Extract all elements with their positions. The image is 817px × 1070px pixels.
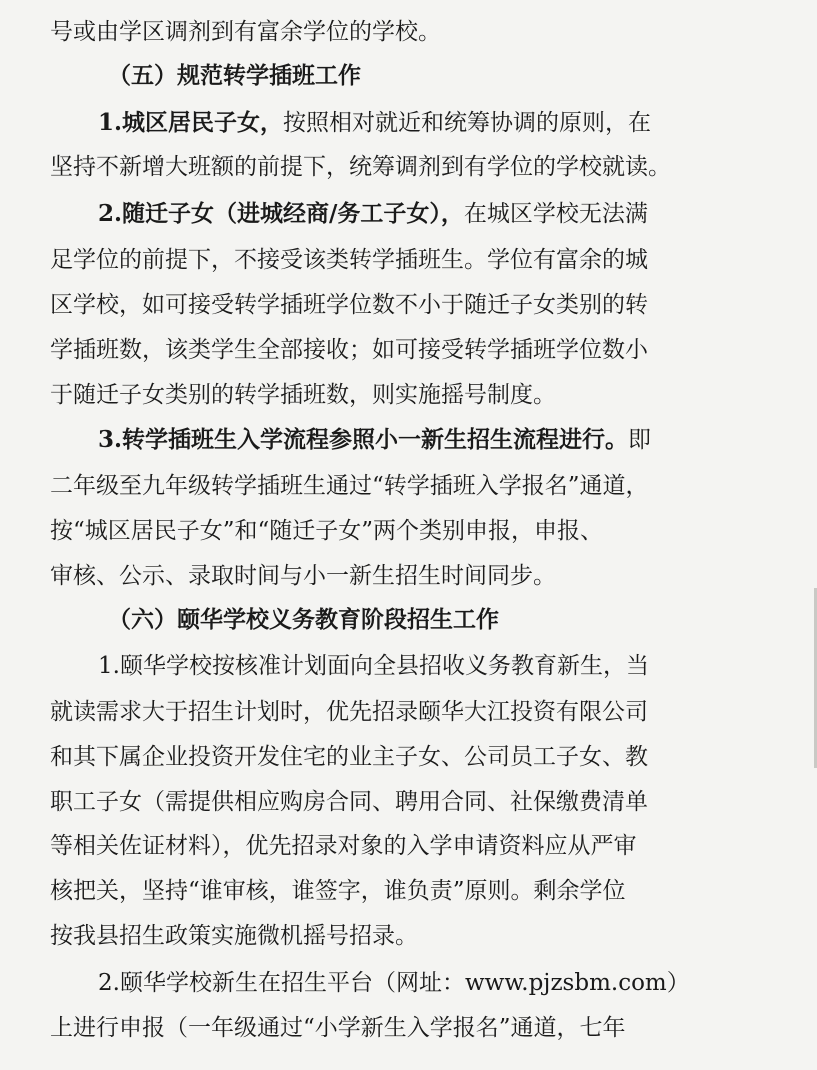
line-text: 按照相对就近和统筹协调的原则，在 (283, 110, 652, 136)
line-text: 于随迁子女类别的转学插班数，则实施摇号制度。 (50, 382, 556, 408)
line-text: 坚持不新增大班额的前提下，统筹调剂到有学位的学校就读。 (50, 154, 671, 180)
item-lead: 1.城区居民子女， (98, 109, 284, 136)
line-text: 等相关佐证材料），优先招录对象的入学申请资料应从严审 (50, 833, 637, 859)
paragraph-line-10 (98, 420, 651, 460)
heading-text: （六）颐华学校义务教育阶段招生工作 (108, 606, 499, 633)
paragraph-line-8 (50, 330, 648, 370)
line-text: 号或由学区调剂到有富余学位的学校。 (50, 19, 441, 45)
paragraph-line-13 (50, 556, 556, 596)
paragraph-line-21 (50, 916, 418, 956)
paragraph-line-4 (50, 147, 671, 187)
paragraph-line-19 (50, 826, 637, 866)
line-text: 就读需求大于招生计划时，优先招录颐华大江投资有限公司 (50, 699, 648, 725)
paragraph-line-7 (50, 285, 648, 325)
line-text: 足学位的前提下，不接受该类转学插班生。学位有富余的城 (50, 247, 648, 273)
paragraph-line-9 (50, 375, 556, 415)
line-text: 核把关，坚持“谁审核，谁签字，谁负责”原则。剩余学位 (50, 878, 626, 904)
line-text: 审核、公示、录取时间与小一新生招生时间同步。 (50, 563, 556, 589)
line-text: 二年级至九年级转学插班生通过“转学插班入学报名”通道， (50, 473, 649, 499)
line-text: 区学校，如可接受转学插班学位数不小于随迁子女类别的转 (50, 292, 648, 318)
paragraph-line-11 (50, 466, 649, 506)
paragraph-line-16 (50, 692, 648, 732)
line-text: 职工子女（需提供相应购房合同、聘用合同、社保缴费清单 (50, 789, 648, 815)
paragraph-line-1 (50, 12, 441, 52)
line-text: 按“城区居民子女”和“随迁子女”两个类别申报，申报、 (50, 518, 604, 544)
paragraph-line-23 (50, 1008, 626, 1048)
line-text: 和其下属企业投资开发住宅的业主子女、公司员工子女、教 (50, 744, 648, 770)
line-text: 1.颐华学校按核准计划面向全县招收义务教育新生，当 (98, 653, 649, 679)
heading-text: （五）规范转学插班工作 (108, 62, 361, 89)
paragraph-line-3 (98, 103, 651, 143)
paragraph-line-5 (98, 194, 648, 234)
paragraph-line-20 (50, 871, 626, 911)
line-text: 2.颐华学校新生在招生平台（网址：www.pjzsbm.com） (98, 970, 690, 996)
paragraph-line-18 (50, 782, 648, 822)
line-text: 按我县招生政策实施微机摇号招录。 (50, 923, 418, 949)
line-text: 即 (628, 427, 652, 453)
paragraph-line-12 (50, 511, 603, 551)
line-text: 学插班数，该类学生全部接收；如可接受转学插班学位数小 (50, 337, 648, 363)
paragraph-line-22 (98, 963, 690, 1003)
item-lead: 2.随迁子女（进城经商/务工子女）， (98, 200, 464, 227)
section-heading-5 (108, 56, 361, 96)
section-heading-6 (108, 600, 499, 640)
item-lead: 3.转学插班生入学流程参照小一新生招生流程进行。 (98, 426, 629, 453)
paragraph-line-17 (50, 737, 648, 777)
paragraph-line-6 (50, 240, 648, 280)
line-text: 上进行申报（一年级通过“小学新生入学报名”通道，七年 (50, 1015, 626, 1041)
line-text: 在城区学校无法满 (463, 201, 648, 227)
paragraph-line-15 (98, 646, 649, 686)
